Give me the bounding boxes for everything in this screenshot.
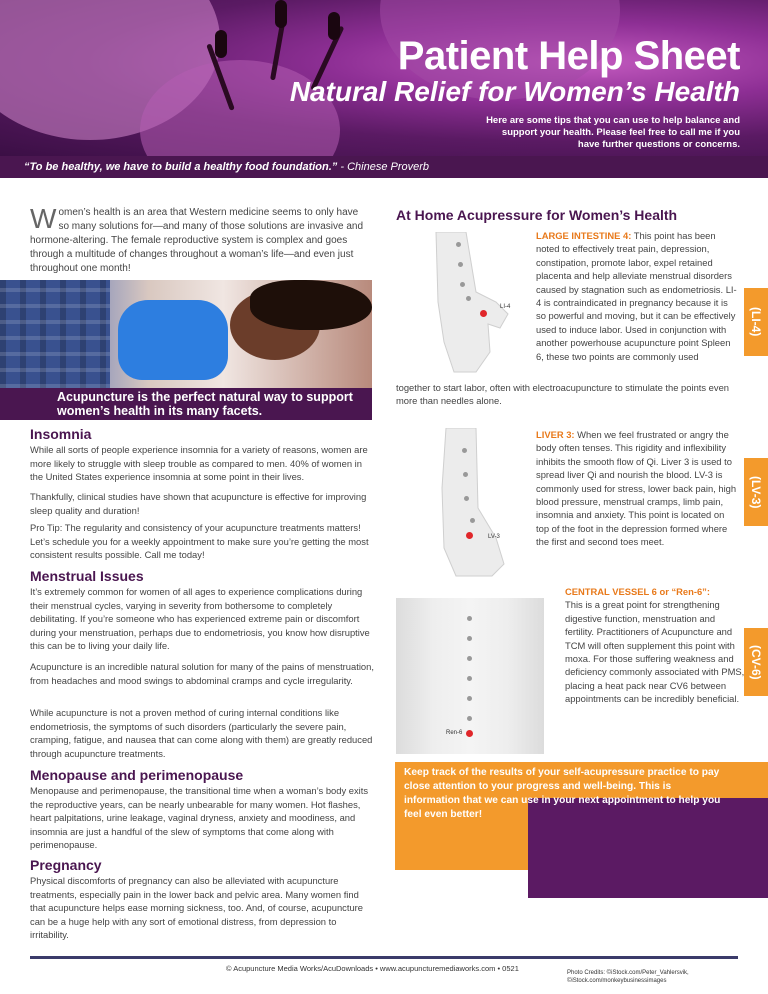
hot-water-bottle xyxy=(118,300,228,380)
quote-text: “To be healthy, we have to build a healthy food foundation.” xyxy=(24,161,338,173)
header-banner xyxy=(0,0,768,156)
meridian-dot xyxy=(467,716,472,721)
lv3-description xyxy=(536,428,738,549)
flower-anther xyxy=(215,30,227,58)
page-title: Patient Help Sheet xyxy=(397,34,740,78)
credits-line-2: ©iStock.com/monkeybusinessimages xyxy=(567,978,667,984)
li4-label: LI-4 xyxy=(500,304,511,310)
li4-point xyxy=(480,310,487,317)
cv6-point xyxy=(466,730,473,737)
quote-bar xyxy=(0,156,768,178)
insomnia-p1: While all sorts of people experience insomnia for a variety of reasons, women are more likely to struggle with sleep trouble as compared to men. 40% of women in the United States experience insomnia at some point in their lives. xyxy=(30,444,368,482)
footer-text: © Acupuncture Media Works/AcuDownloads • www.acupuncturemediaworks.com • 0521 xyxy=(226,964,519,973)
footer-divider xyxy=(30,956,738,959)
foot-svg xyxy=(396,428,526,578)
patient-hair xyxy=(250,280,372,330)
credits-line-1: Photo Credits: ©iStock.com/Peter_Vahlersvik, xyxy=(567,970,689,976)
menstrual-heading: Menstrual Issues xyxy=(30,568,144,584)
patient-photo xyxy=(0,280,372,388)
meridian-dot xyxy=(470,518,475,523)
menopause-heading: Menopause and perimenopause xyxy=(30,767,244,783)
meridian-dot xyxy=(463,472,468,477)
li4-text-continued: together to start labor, often with electroacupuncture to stimulate the points even more than needles alone. xyxy=(396,382,730,407)
photo-credits xyxy=(567,969,689,985)
menstrual-p3: While acupuncture is not a proven method of curing internal conditions like endometriosis, the symptoms of such disorders (particularly the severe pain, cramping, fatigue, and nausea that can come along with them) are greatly reduced through acupuncture treatments. xyxy=(30,707,373,759)
intro-paragraph xyxy=(30,203,370,276)
foot-illustration xyxy=(396,428,526,578)
acupressure-heading: At Home Acupressure for Women’s Health xyxy=(396,207,678,223)
lv3-point xyxy=(466,532,473,539)
track-text: Keep track of the results of your self-acupressure practice to pay close attention to your progress and well-being. This is information that we can use in your next appointment to help you feel even better! xyxy=(404,767,721,820)
tab-cv6: (CV-6) xyxy=(744,628,768,696)
lv3-key: LIVER 3: xyxy=(536,429,575,440)
pregnancy-heading: Pregnancy xyxy=(30,857,102,873)
meridian-dot xyxy=(467,636,472,641)
meridian-dot xyxy=(467,676,472,681)
hand-illustration xyxy=(396,232,526,374)
lv3-text: When we feel frustrated or angry the body often tenses. This rigidity and inflexibility inhibits the smooth flow of Qi. Liver 3 is used to spread liver Qi and nourish the blood. LV-3 is commonly used for stress, lower back pain, high blood pressure, menstrual cramps, limb pain, insomnia and anxiety. This point is located on top of the foot in the depression formed where the first and second toes meet. xyxy=(536,429,737,548)
cv6-key: CENTRAL VESSEL 6 or “Ren-6”: xyxy=(565,586,710,597)
menstrual-p2: Acupuncture is an incredible natural solution for many of the pains of menstruation, from headaches and mood swings to abdominal cramps and cycle irregularity. xyxy=(30,661,374,686)
meridian-dot xyxy=(464,496,469,501)
tab-li4: (LI-4) xyxy=(744,288,768,356)
flower-anther xyxy=(328,12,340,40)
hand-svg xyxy=(396,232,526,374)
tab-lv3: (LV-3) xyxy=(744,458,768,526)
torso-illustration xyxy=(396,598,544,754)
insomnia-heading: Insomnia xyxy=(30,426,92,442)
insomnia-p2: Thankfully, clinical studies have shown that acupuncture is effective for improving sleep quality and duration! xyxy=(30,491,367,516)
li4-key: LARGE INTESTINE 4: xyxy=(536,230,632,241)
meridian-dot xyxy=(466,296,471,301)
photo-caption: Acupuncture is the perfect natural way to support women’s health in its many facets. xyxy=(0,388,372,420)
cv6-label: Ren-6 xyxy=(446,730,463,736)
li4-description xyxy=(536,229,738,363)
blanket-plaid xyxy=(0,280,110,388)
meridian-dot xyxy=(467,656,472,661)
meridian-dot xyxy=(462,448,467,453)
flower-anther xyxy=(275,0,287,28)
menopause-p1: Menopause and perimenopause, the transitional time when a woman’s body exits the reproductive years, can be nearly unbearable for many women. Hot flashes, heart palpitations, urine leakage, vaginal dryness, anxiety and moodiness, and insomnia are just a handful of the slew of symptoms that come along with perimenopause. xyxy=(30,785,369,850)
insomnia-p3: Pro Tip: The regularity and consistency of your acupuncture treatments matters! Let’s schedule you for a weekly appointment to make sure you’re getting the most consistent results possible. Call me today! xyxy=(30,522,369,560)
meridian-dot xyxy=(467,616,472,621)
lv3-label: LV-3 xyxy=(488,534,500,540)
drop-cap: W xyxy=(30,203,57,234)
menstrual-p1: It’s extremely common for women of all ages to experience complications during their menstrual cycles, varying in severity from bothersome to completely debilitating. If you’re someone who has experienced extreme pain or discomfort during your menstruation, perhaps due to endometriosis, you know how disruptive this can be to living your daily life. xyxy=(30,586,370,651)
meridian-dot xyxy=(460,282,465,287)
meridian-dot xyxy=(467,696,472,701)
intro-text: omen’s health is an area that Western medicine seems to only have so many solutions for—and many of those solutions are invasive and hormone-altering. The female reproductive system is complex and goes through a multitude of changes throughout a woman’s life—and even just throughout one month! xyxy=(30,207,364,274)
page-subtitle: Natural Relief for Women’s Health xyxy=(289,76,740,107)
header-tips: Here are some tips that you can use to help balance and support your health. Please feel free to call me if you have further questions or concerns. xyxy=(486,115,740,150)
cv6-text: This is a great point for strengthening digestive function, menstruation and fertility. Practitioners of Acupuncture and TCM will often supplement this point with moxa. For those suffering weakness and deficiency commonly associated with PMS, placing a heat pack near CV6 between appointments can be incredibly beneficial. xyxy=(565,599,745,705)
cv6-description xyxy=(565,585,745,706)
li4-text: This point has been noted to effectively treat pain, depression, constipation, promote labor, expel retained placenta and help alleviate menstrual disorders caused by stagnation such as endometriosis. LI-4 is contraindicated in pregnancy because it is so powerful and moving, but it can be effectively used to induce labor. Used in conjunction with another powerhouse acupuncture point Spleen 6, these two points are commonly used xyxy=(536,230,737,362)
meridian-dot xyxy=(458,262,463,267)
quote-author: - Chinese Proverb xyxy=(340,161,430,173)
meridian-dot xyxy=(456,242,461,247)
pregnancy-p1: Physical discomforts of pregnancy can also be alleviated with acupuncture treatments, especially pain in the lower back and pelvic area. Many women find that acupuncture helps ease morning sickness, too. And, of course, acupuncture can be a huge help with any sort of emotional distress, from depression to irritability. xyxy=(30,875,364,940)
